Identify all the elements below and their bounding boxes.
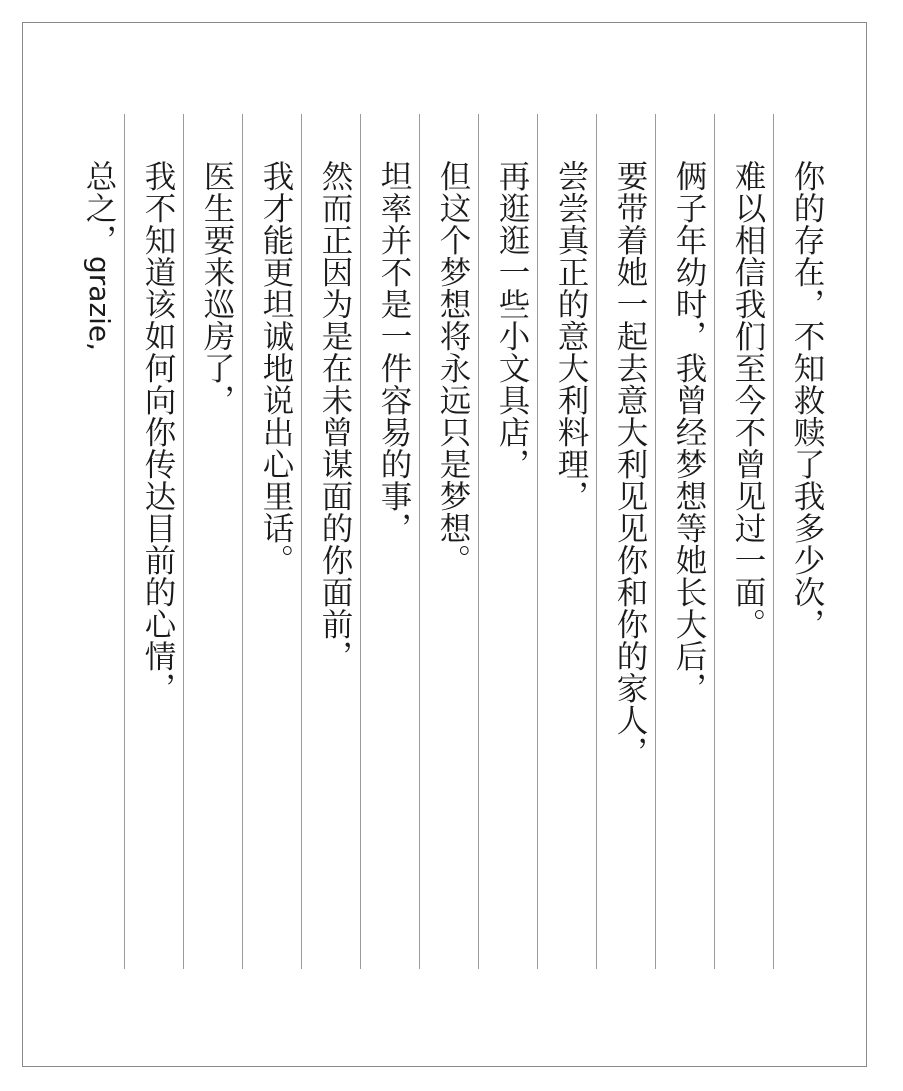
- letter-closing: [74, 160, 124, 351]
- letter-line-7: 但这个梦想将永远只是梦想。: [435, 160, 471, 576]
- letter-line-12: 我不知道该如何向你传达目前的心情，: [140, 160, 176, 704]
- letter-line-6: 再逛逛一些小文具店，: [494, 160, 530, 480]
- ruled-line: [478, 114, 479, 969]
- ruled-line: [773, 114, 774, 969]
- ruled-line: [242, 114, 243, 969]
- letter-line-5: 尝尝真正的意大利料理，: [553, 160, 589, 512]
- ruled-line: [183, 114, 184, 969]
- letter-line-11: 医生要来巡房了，: [199, 160, 235, 416]
- ruled-line: [301, 114, 302, 969]
- letter-line-4: 要带着她一起去意大利见见你和你的家人，: [612, 160, 648, 768]
- letter-line-3: 俩子年幼时，我曾经梦想等她长大后，: [671, 160, 707, 704]
- ruled-line: [714, 114, 715, 969]
- letter-line-2: 难以相信我们至今不曾见过一面。: [730, 160, 766, 640]
- letter-line-10: 我才能更坦诚地说出心里话。: [258, 160, 294, 576]
- ruled-line: [419, 114, 420, 969]
- ruled-line: [124, 114, 125, 969]
- ruled-line: [655, 114, 656, 969]
- ruled-line: [596, 114, 597, 969]
- closing-prefix: 总之，: [81, 160, 117, 256]
- letter-line-9: 然而正因为是在未曾谋面的你面前，: [317, 160, 353, 672]
- letter-line-1: 你的存在，不知救赎了我多少次，: [789, 160, 825, 640]
- ruled-line: [360, 114, 361, 969]
- letter-line-8: 坦率并不是一件容易的事，: [376, 160, 412, 544]
- ruled-line: [537, 114, 538, 969]
- closing-word: grazie,: [83, 256, 116, 352]
